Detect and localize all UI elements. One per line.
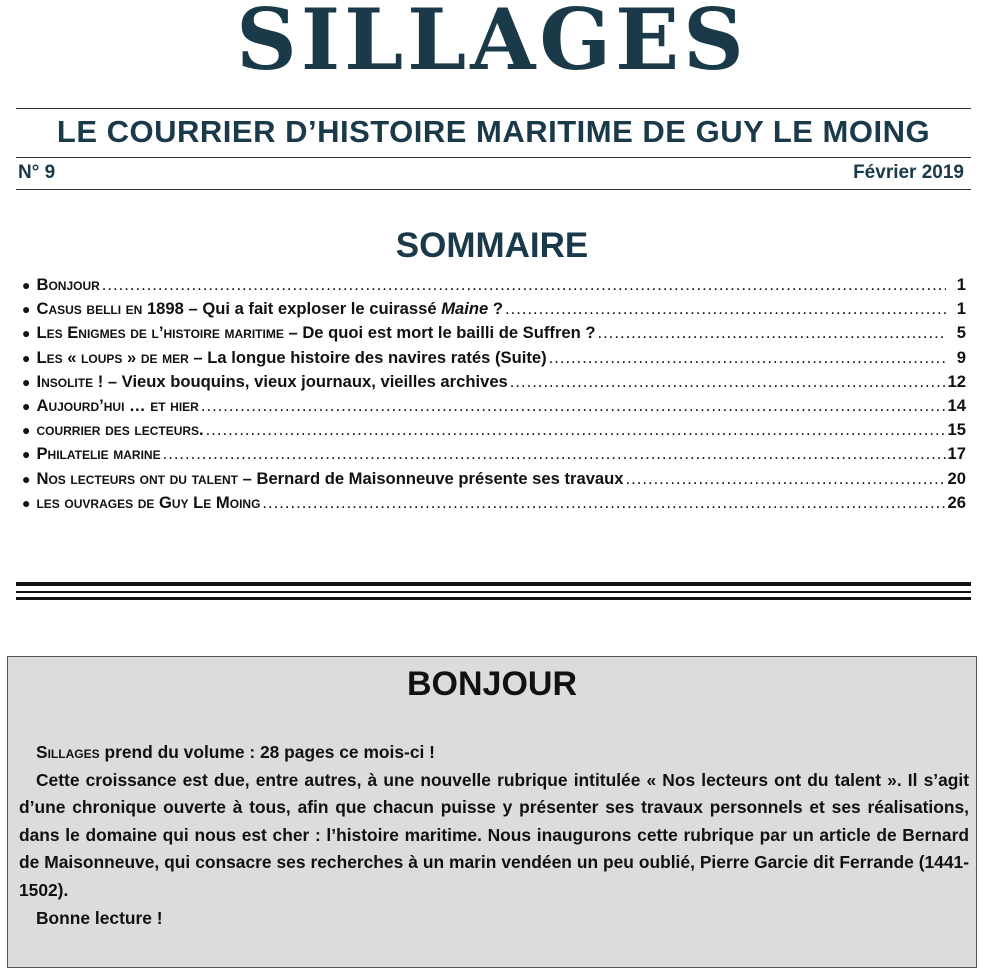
bullet-icon: ● [22, 301, 31, 318]
toc-page-number: 14 [947, 395, 966, 415]
toc-leader [598, 323, 946, 343]
bullet-icon: ● [22, 446, 31, 463]
toc-leader [510, 372, 946, 392]
bonjour-body [19, 739, 969, 932]
toc-entry[interactable] [22, 348, 966, 372]
toc-entry[interactable] [22, 323, 966, 347]
toc-section: les ouvrages de Guy Le Moing [36, 492, 261, 512]
section-divider-thick [16, 582, 971, 586]
toc-entry[interactable] [22, 299, 966, 323]
toc-entry[interactable] [22, 444, 966, 468]
bonjour-intro-line [19, 739, 969, 767]
toc-leader [206, 420, 946, 440]
toc-section: Insolite ! – [36, 371, 118, 391]
toc-leader [262, 493, 945, 513]
toc-page-number: 9 [956, 347, 966, 367]
toc-leader [626, 469, 946, 489]
section-divider-thin [16, 591, 971, 593]
toc-entry[interactable] [22, 469, 966, 493]
toc-section: Aujourd’hui … et hier [36, 395, 199, 415]
toc-section: Les Enigmes de l’histoire maritime – [36, 323, 298, 343]
toc-section: Bonjour [36, 275, 100, 294]
toc-leader [201, 396, 946, 416]
issue-date: Février 2019 [853, 162, 964, 183]
newsletter-subtitle: LE COURRIER D’HISTOIRE MARITIME DE GUY LE MOING [56, 114, 931, 149]
toc-page-number: 20 [947, 468, 966, 488]
toc-entry[interactable] [22, 396, 966, 420]
toc-section: Nos lecteurs ont du talent – [36, 468, 252, 488]
subtitle-divider [16, 157, 971, 158]
table-of-contents [22, 275, 966, 517]
toc-section: Philatelie marine [36, 444, 161, 464]
bonjour-paragraph: Cette croissance est due, entre autres, à une nouvelle rubrique intitulée « Nos lecteurs ont du talent ». Il s’agit d’une chronique ouverte à tous, afin que chacun puisse y présenter ses travaux personnels et ses réalisations, dans le domaine qui nous est cher : l’histoire maritime. Nous inaugurons cette rubrique par un article de Bernard de Maisonneuve, qui consacre ses recherches à un marin vendéen un peu oublié, Pierre Garcie dit Ferrande (1441-1502). [19, 769, 969, 900]
bullet-icon: ● [22, 422, 31, 439]
toc-entry[interactable] [22, 493, 966, 517]
toc-section: courrier des lecteurs. [36, 420, 204, 440]
bonjour-closing: Bonne lecture ! [36, 907, 163, 928]
toc-leader [549, 348, 946, 368]
toc-page-number: 12 [947, 371, 966, 391]
toc-page-number: 1 [956, 299, 966, 319]
toc-page-number: 1 [956, 275, 966, 294]
issue-number: N° 9 [18, 162, 56, 183]
toc-page-number: 5 [956, 323, 966, 343]
issue-info-row [18, 162, 964, 184]
issue-divider [16, 189, 971, 190]
toc-page-number: 15 [947, 420, 966, 440]
toc-leader [163, 444, 946, 464]
toc-section: Les « loups » de mer – [36, 347, 203, 367]
toc-text-italic: Maine [441, 299, 489, 319]
toc-text: De quoi est mort le bailli de Suffren ? [297, 323, 596, 343]
bullet-icon: ● [22, 373, 31, 390]
toc-page-number: 26 [947, 492, 966, 512]
bullet-icon: ● [22, 325, 31, 342]
toc-leader [102, 275, 946, 295]
toc-text: Vieux bouquins, vieux journaux, vieilles archives [117, 371, 508, 391]
bullet-icon: ● [22, 277, 31, 293]
bullet-icon: ● [22, 349, 31, 366]
toc-text: Bernard de Maisonneuve présente ses travaux [251, 468, 624, 488]
toc-entry[interactable] [22, 420, 966, 444]
bullet-icon: ● [22, 397, 31, 414]
toc-leader [505, 299, 946, 319]
toc-text: La longue histoire des navires ratés (Suite) [202, 347, 547, 367]
bonjour-box [7, 656, 977, 968]
masthead-divider [16, 108, 971, 109]
toc-entry[interactable] [22, 275, 966, 299]
bonjour-intro-rest: prend du volume : 28 pages ce mois-ci ! [99, 742, 435, 762]
bullet-icon: ● [22, 494, 31, 511]
toc-text: Qui a fait exploser le cuirassé [197, 299, 442, 319]
sommaire-heading: SOMMAIRE [395, 226, 589, 265]
toc-text-suffix: ? [488, 299, 503, 319]
masthead-title: SILLAGES [236, 0, 748, 89]
toc-section: Casus belli en 1898 – [36, 299, 198, 319]
sillages-name: Sillages [36, 742, 100, 762]
bullet-icon: ● [22, 470, 31, 487]
toc-entry[interactable] [22, 372, 966, 396]
section-divider-bottom [16, 597, 971, 600]
bonjour-heading: BONJOUR [406, 665, 578, 703]
toc-page-number: 17 [947, 444, 966, 464]
